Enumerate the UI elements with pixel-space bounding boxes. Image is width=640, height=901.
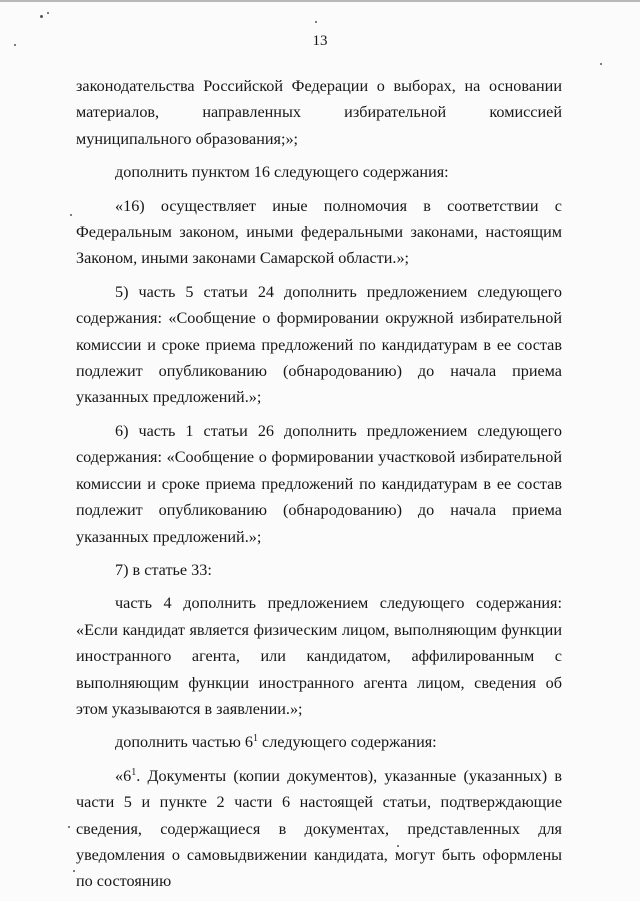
text-fragment: следующего содержания: [257, 733, 437, 752]
text-fragment: . Документы (копии документов), указанные (указанных) в части 5 и пункте 2 части 6 настоящей статьи, подтверждающие сведения, содержащиеся в документах, представленных для уведомления о самовыдвижении кандидата, могут быть оформлены по состоянию [76, 766, 562, 891]
scan-speck [47, 12, 49, 14]
scan-speck [70, 214, 72, 216]
scan-speck [68, 826, 70, 828]
document-body [76, 73, 562, 895]
paragraph-electoral-law-continuation: законодательства Российской Федерации о выборах, на основании материалов, направленных избирательной комиссией муниципального образования;»; [76, 77, 562, 148]
paragraph-amendment-7: 7) в статье 33: [115, 560, 212, 579]
page-number: 13 [312, 33, 328, 49]
scan-speck [600, 63, 602, 65]
paragraph-item-16-text: «16) осуществляет иные полномочия в соответствии с Федеральным законом, иными федеральными законами, настоящим Законом, иными законами Самарской области.»; [76, 196, 562, 268]
paragraph-add-part-6-1 [76, 729, 562, 755]
paragraph-amendment-5: 5) часть 5 статьи 24 дополнить предложением следующего содержания: «Сообщение о формировании окружной избирательной комиссии и сроке приема предложений по кандидатурам в ее состав подлежит опубликованию (обнародованию) до начала приема указанных предложений.»; [76, 282, 562, 407]
scan-speck [73, 870, 75, 872]
scan-edge [0, 0, 640, 2]
text-fragment: «6 [115, 766, 132, 785]
paragraph-amendment-6: 6) часть 1 статьи 26 дополнить предложением следующего содержания: «Сообщение о формировании участковой избирательной комиссии и сроке приема предложений по кандидатурам в ее состав подлежит опубликованию (обнародованию) до начала приема указанных предложений.»; [76, 421, 562, 546]
scan-speck [315, 21, 317, 23]
superscript: 1 [131, 766, 137, 778]
text-fragment: дополнить частью 6 [115, 733, 253, 752]
superscript: 1 [252, 733, 258, 745]
paragraph-part-6-1-text [76, 763, 562, 895]
scan-speck [40, 15, 43, 18]
paragraph-add-item-16: дополнить пунктом 16 следующего содержания: [115, 163, 449, 182]
paragraph-part-4-addition: часть 4 дополнить предложением следующего содержания: «Если кандидат является физическим лицом, выполняющим функции иностранного агента, или кандидатом, аффилированным с выполняющим функции иностранного агента лицом, сведения об этом указываются в заявлении.»; [76, 594, 562, 718]
